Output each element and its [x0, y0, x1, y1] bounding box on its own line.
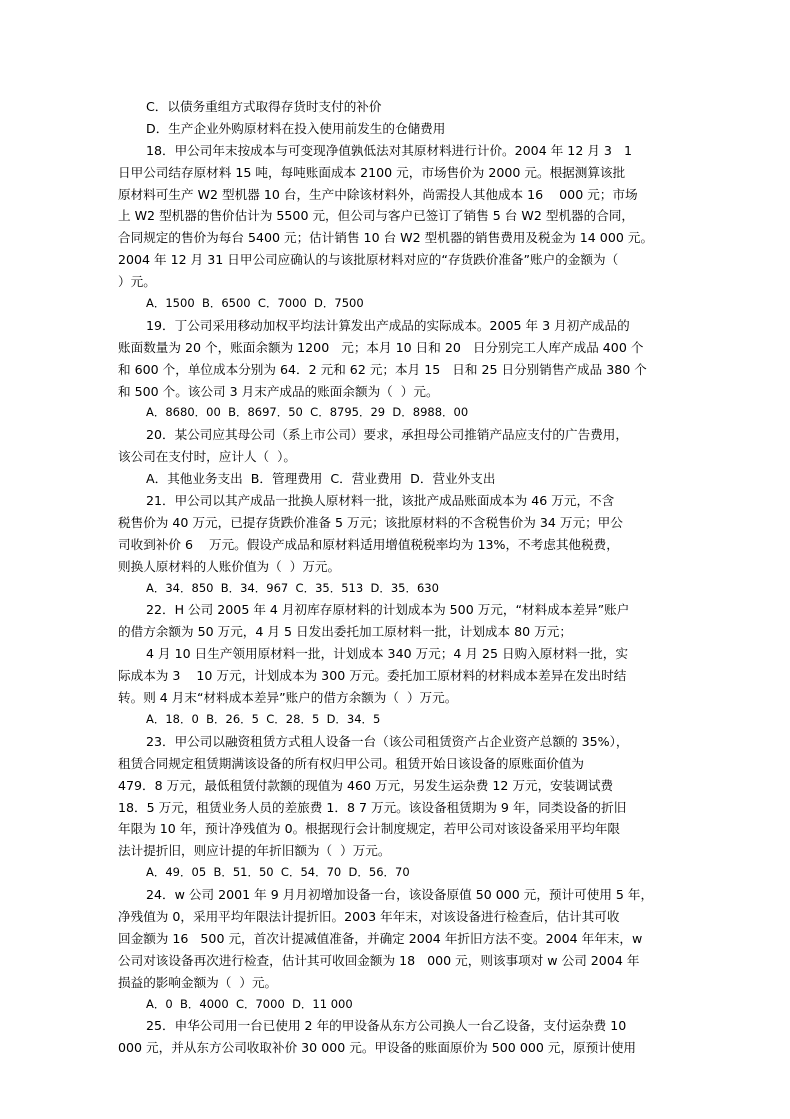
q25-line-1: 25．申华公司用一台已使用 2 年的甲设备从东方公司换人一台乙设备，支付运杂费 10	[146, 1018, 627, 1034]
q18-line-1: 18．甲公司年末按成本与可变现净值孰低法对其原材料进行计价。2004 年 12 月 3 1	[146, 142, 632, 158]
q24-line-4: 公司对该设备再次进行检查，估计其可收回金额为 18 000 元，则该事项对 w 公司 2004 年	[118, 952, 640, 968]
q21-line-1: 21．甲公司以其产成品一批换人原材料一批，该批产成品账面成本为 46 万元，不含	[146, 493, 615, 509]
q19-options: A．8680．00 B．8697．50 C．8795．29 D．8988．00	[146, 405, 469, 420]
q23-line-5: 年限为 10 年，预计净残值为 0。根据现行会计制度规定，若甲公司对该设备采用平均年限	[118, 821, 621, 837]
q22-options: A．18．0 B．26．5 C．28．5 D．34．5	[146, 711, 381, 726]
q19-line-4: 和 500 个。该公司 3 月末产成品的账面余额为（ ）元。	[118, 383, 439, 399]
q21-line-4: 则换人原材料的人账价值为（ ）万元。	[118, 558, 341, 574]
q24-line-2: 净残值为 0，采用平均年限法计提折旧。2003 年年末，对该设备进行检查后，估计其可收	[118, 908, 620, 924]
q19-line-2: 账面数量为 20 个，账面余额为 1200 元；本月 10 日和 20 日分别完工人库产成品 400 个	[118, 339, 644, 355]
q22-line-5: 转。则 4 月末“材料成本差异”账户的借方余额为（ ）万元。	[118, 690, 458, 706]
q19-line-3: 和 600 个，单位成本分别为 64．2 元和 62 元；本月 15 日和 25 日分别销售产成品 380 个	[118, 361, 647, 377]
q18-line-5: 合同规定的售价为每台 5400 元；估计销售 10 台 W2 型机器的销售费用及税金为 14 000 元。	[118, 230, 654, 246]
q18-line-2: 日甲公司结存原材料 15 吨，每吨账面成本 2100 元，市场售价为 2000 元。根据测算该批	[118, 164, 626, 180]
q25-line-2: 000 元，并从东方公司收取补价 30 000 元。甲设备的账面原价为 500 000 元，原预计使用	[118, 1040, 637, 1056]
q23-options: A．49．05 B．51．50 C．54．70 D．56．70	[146, 865, 410, 880]
q24-line-1: 24．w 公司 2001 年 9 月月初增加设备一台，该设备原值 50 000 元，预计可使用 5 年，	[146, 887, 654, 903]
q20-line-2: 该公司在支付时，应计人（ ）。	[118, 449, 297, 465]
q18-options: A．1500 B．6500 C．7000 D．7500	[146, 296, 364, 311]
q24-line-3: 回金额为 16 500 元，首次计提减值准备，并确定 2004 年折旧方法不变。2004 年年末，w	[118, 930, 643, 946]
option-c-line: C．以债务重组方式取得存货时支付的补价	[146, 99, 382, 114]
q24-options: A．0 B．4000 C．7000 D．11 000	[146, 996, 353, 1011]
q18-line-7: ）元。	[118, 274, 156, 290]
q22-line-1: 22．H 公司 2005 年 4 月初库存原材料的计划成本为 500 万元，“材料成本差异”账户	[146, 602, 630, 618]
q22-line-3: 4 月 10 日生产领用原材料一批，计划成本 340 万元；4 月 25 日购入原材料一批，实	[146, 646, 628, 662]
q23-line-3: 479．8 万元，最低租赁付款额的现值为 460 万元，另发生运杂费 12 万元，安装调试费	[118, 777, 614, 793]
q18-line-6: 2004 年 12 月 31 日甲公司应确认的与该批原材料对应的“存货跌价准备”账户的金额为（	[118, 252, 619, 268]
q23-line-1: 23．甲公司以融资租赁方式租人设备一台（该公司租赁资产占企业资产总额的 35%），	[146, 733, 629, 749]
q24-line-5: 损益的影响金额为（ ）元。	[118, 974, 278, 990]
q18-line-3: 原材料可生产 W2 型机器 10 台，生产中除该材料外，尚需投人其他成本 16 000 元；市场	[118, 186, 638, 202]
q23-line-2: 租赁合同规定租赁期满该设备的所有权归甲公司。租赁开始日该设备的原账面价值为	[118, 755, 584, 771]
q21-line-2: 税售价为 40 万元，已提存货跌价准备 5 万元；该批原材料的不含税售价为 34 万元；甲公	[118, 514, 623, 530]
q18-line-4: 上 W2 型机器的售价估计为 5500 元，但公司与客户已签订了销售 5 台 W2 型机器的合同，	[118, 208, 635, 224]
q19-line-1: 19．丁公司采用移动加权平均法计算发出产成品的实际成本。2005 年 3 月初产成品的	[146, 317, 630, 333]
q22-line-4: 际成本为 3 10 万元，计划成本为 300 万元。委托加工原材料的材料成本差异在发出时结	[118, 668, 627, 684]
option-d-line: D．生产企业外购原材料在投入使用前发生的仓储费用	[146, 120, 446, 136]
q23-line-4: 18．5 万元，租赁业务人员的差旅费 1．8 7 万元。该设备租赁期为 9 年，同类设备的折旧	[118, 799, 627, 815]
q21-line-3: 司收到补价 6 万元。假设产成品和原材料适用增值税税率均为 13%，不考虑其他税费，	[118, 536, 619, 552]
q21-options: A．34．850 B．34．967 C．35．513 D．35．630	[146, 580, 439, 595]
q20-line-1: 20．某公司应其母公司（系上市公司）要求，承担母公司推销产品应支付的广告费用，	[146, 427, 628, 443]
q20-options: A．其他业务支出 B．管理费用 C．营业费用 D．营业外支出	[146, 471, 496, 487]
document-body	[118, 96, 678, 1059]
q22-line-2: 的借方余额为 50 万元，4 月 5 日发出委托加工原材料一批，计划成本 80 万元；	[118, 624, 572, 640]
q23-line-6: 法计提折旧，则应计提的年折旧额为（ ）万元。	[118, 843, 391, 859]
